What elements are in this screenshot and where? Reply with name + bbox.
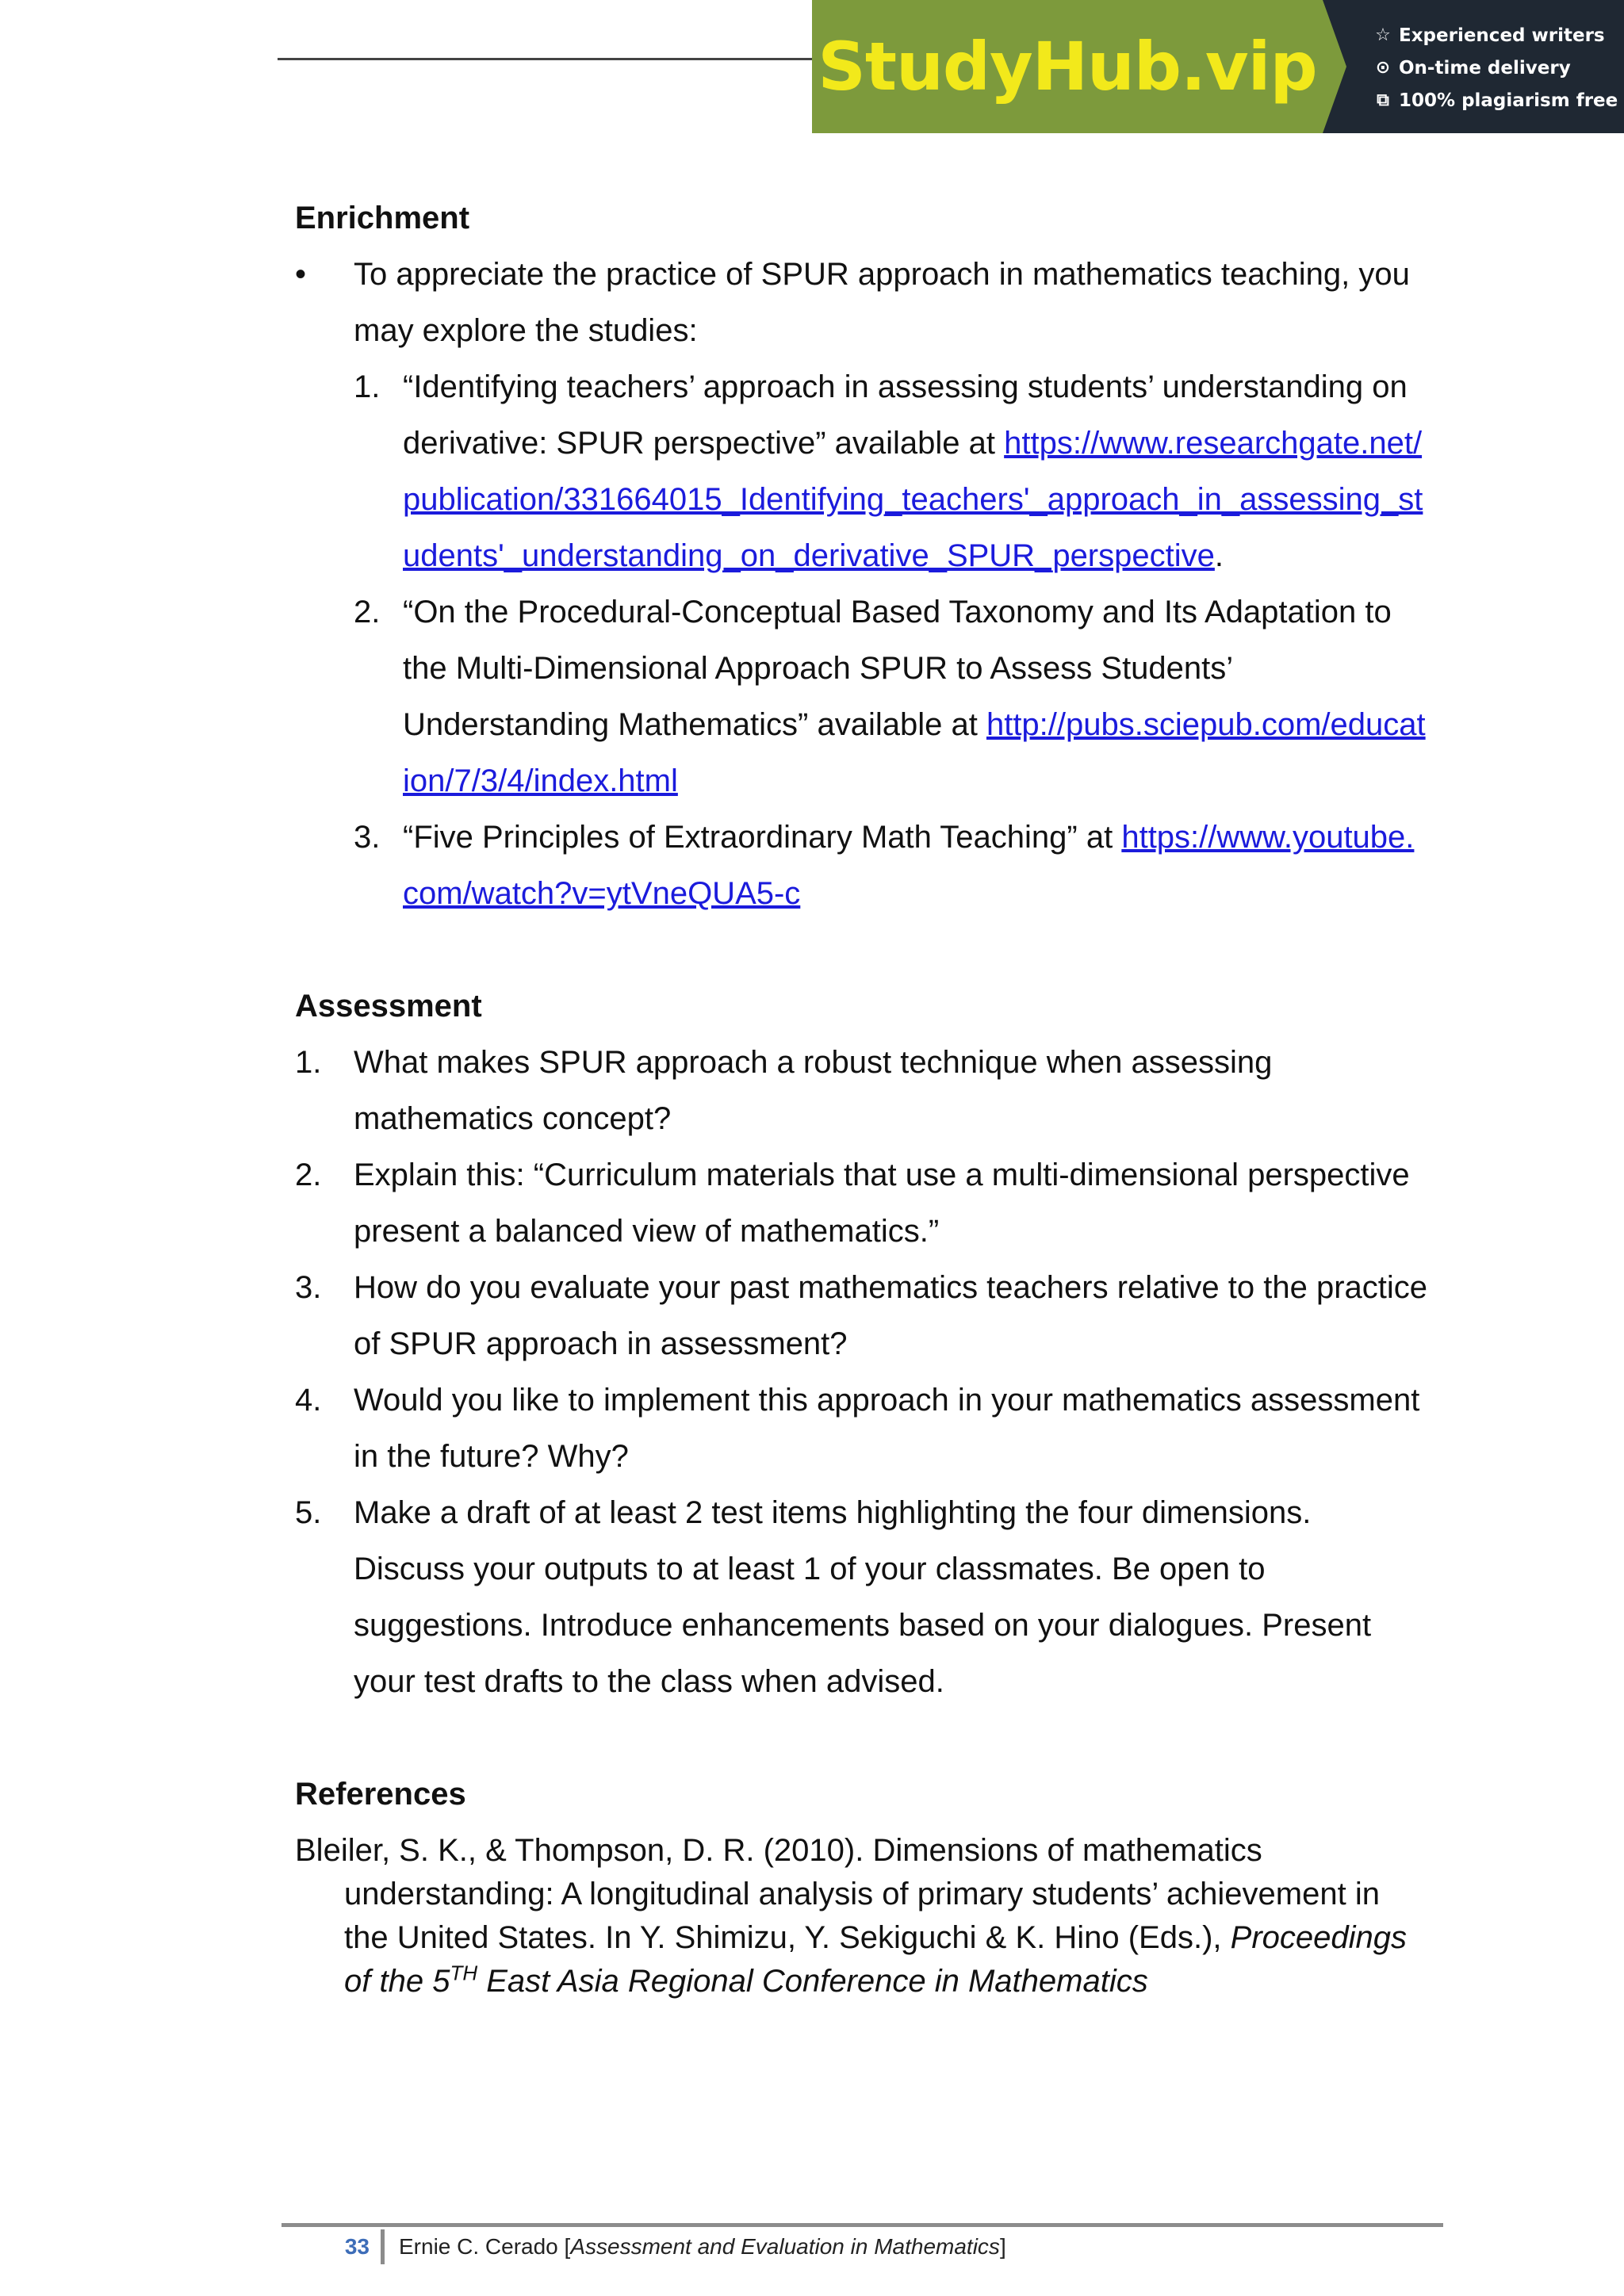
clock-icon: ⊙ (1375, 58, 1391, 78)
enrichment-bullet-item (295, 247, 1429, 359)
footer-rule (282, 2223, 1443, 2227)
footer-author: Ernie C. Cerado [ (399, 2234, 571, 2259)
feature-experienced-writers (1373, 19, 1624, 52)
banner-features (1323, 0, 1624, 133)
study-number: 1. (354, 369, 381, 404)
enrichment-intro: To appreciate the practice of SPUR approach in mathematics teaching, you may explore the studies: (354, 257, 1410, 348)
assessment-item (295, 1035, 1429, 1147)
study-link[interactable]: https://www.researchgate.net/publication/331664015_Identifying_teachers'_approach_in_assessing_students'_understanding_on_derivative_SPUR_perspective (403, 426, 1423, 573)
assessment-number: 2. (295, 1158, 322, 1192)
logo-text: StudyHub.vip (818, 28, 1317, 105)
study-text (403, 584, 1429, 809)
assessment-number: 4. (295, 1383, 322, 1418)
studyhub-banner[interactable] (812, 0, 1624, 133)
assessment-text: What makes SPUR approach a robust technique when assessing mathematics concept? (354, 1045, 1273, 1136)
assessment-item (295, 1485, 1429, 1710)
studyhub-logo[interactable] (812, 0, 1323, 133)
footer-book: Assessment and Evaluation in Mathematics (570, 2234, 1000, 2259)
feature-on-time-delivery (1373, 52, 1624, 84)
page-footer (282, 2229, 1006, 2264)
assessment-text: How do you evaluate your past mathematics teachers relative to the practice of SPUR approach in assessment? (354, 1270, 1428, 1361)
page-number: 33 (282, 2229, 385, 2264)
footer-close: ] (999, 2234, 1006, 2259)
study-item (354, 809, 1429, 922)
assessment-text: Would you like to implement this approach in your mathematics assessment in the future? Why? (354, 1383, 1420, 1474)
reference-italic-a: Proceedings of the 5 (344, 1920, 1408, 1999)
feature-label: 100% plagiarism free (1399, 90, 1618, 111)
assessment-text: Make a draft of at least 2 test items highlighting the four dimensions. Discuss your outputs to at least 1 of your classmates. Be open to suggestions. Introduce enhancements based on your dialogues. Present your test drafts to the class when advised. (354, 1495, 1372, 1699)
reference-sup: TH (450, 1961, 478, 1985)
assessment-heading: Assessment (295, 989, 482, 1024)
assessment-number: 5. (295, 1495, 322, 1530)
study-text (403, 809, 1429, 922)
reference-plain: Bleiler, S. K., & Thompson, D. R. (2010). Dimensions of mathematics understanding: A longitudinal analysis of primary students’ achievement in the United States. In Y. Shimizu, Y. Sekiguchi & K. Hino (Eds.), (295, 1833, 1380, 1955)
study-after: . (1214, 538, 1224, 573)
assessment-item (295, 1260, 1429, 1372)
study-item (354, 584, 1429, 809)
study-description: “Identifying teachers’ approach in assessing students’ understanding on derivative: SPUR perspective” available at (403, 369, 1408, 461)
bullet-icon: • (295, 257, 307, 292)
study-description: “On the Procedural-Conceptual Based Taxonomy and Its Adaptation to the Multi-Dimensional Approach SPUR to Assess Students’ Understanding Mathematics” available at (403, 595, 1392, 742)
study-text (403, 359, 1429, 584)
study-link[interactable]: http://pubs.sciepub.com/education/7/3/4/index.html (403, 707, 1426, 798)
enrichment-heading: Enrichment (295, 201, 470, 235)
page-content (295, 190, 1429, 2003)
assessment-item (295, 1147, 1429, 1260)
study-link[interactable]: https://www.youtube.com/watch?v=ytVneQUA5-c (403, 820, 1415, 911)
assessment-number: 3. (295, 1270, 322, 1305)
assessment-number: 1. (295, 1045, 322, 1080)
star-icon: ☆ (1375, 25, 1391, 45)
references-heading: References (295, 1777, 466, 1812)
feature-plagiarism-free (1373, 84, 1624, 117)
assessment-text: Explain this: “Curriculum materials that use a multi-dimensional perspective present a balanced view of mathematics.” (354, 1158, 1410, 1249)
feature-label: Experienced writers (1399, 25, 1605, 46)
study-number: 2. (354, 595, 381, 629)
study-number: 3. (354, 820, 381, 855)
reference-italic-b: East Asia Regional Conference in Mathematics (477, 1964, 1148, 1999)
header-rule (278, 58, 817, 60)
feature-label: On-time delivery (1399, 57, 1571, 78)
copy-icon: ⧉ (1377, 90, 1389, 110)
assessment-item (295, 1372, 1429, 1485)
study-description: “Five Principles of Extraordinary Math Teaching” at (403, 820, 1113, 855)
reference-entry (295, 1829, 1429, 2003)
footer-text (385, 2234, 1006, 2260)
study-item (354, 359, 1429, 584)
